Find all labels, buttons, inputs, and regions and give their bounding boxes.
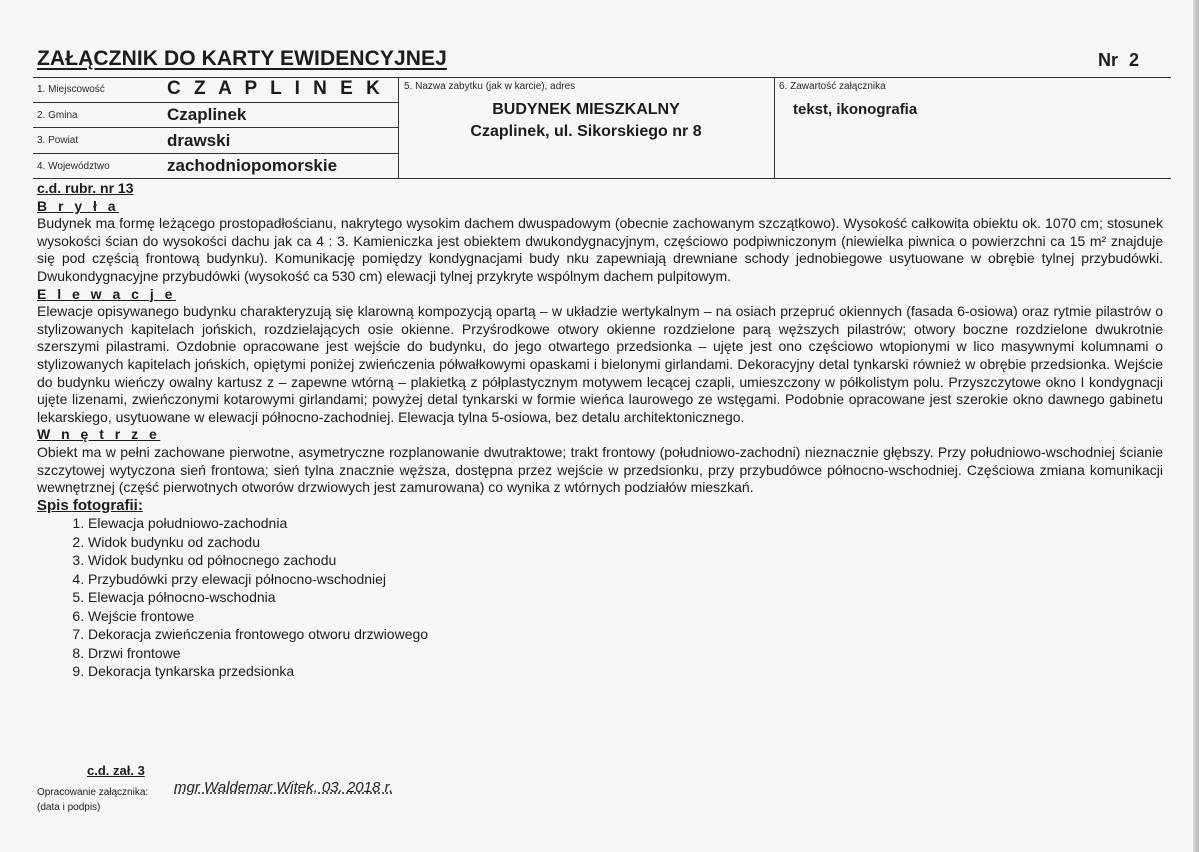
- zawartosc-label: 6. Zawartość załącznika: [779, 81, 886, 92]
- powiat-value: drawski: [167, 131, 231, 150]
- wojewodztwo-label: 4. Województwo: [37, 161, 110, 172]
- photo-list-item: 8. Drzwi frontowe: [88, 644, 1163, 663]
- photo-list-item: 9. Dekoracja tynkarska przedsionka: [88, 662, 1163, 681]
- grid-line-row3: [33, 153, 398, 154]
- photo-list-item: 6. Wejście frontowe: [88, 607, 1163, 626]
- grid-line-col2: [774, 77, 775, 178]
- powiat-label: 3. Powiat: [37, 135, 79, 146]
- grid-line-row2: [33, 127, 398, 128]
- section-bryla: [37, 198, 1163, 286]
- nazwa-value: [400, 99, 772, 143]
- nazwa-label: 5. Nazwa zabytku (jak w karcie), adres: [404, 81, 576, 92]
- photo-list-item: 4. Przybudówki przy elewacji północno-wschodniej: [88, 570, 1163, 589]
- miejscowosc-value: C Z A P L I N E K: [167, 78, 384, 99]
- nr-value: 2: [1129, 50, 1140, 70]
- opracowanie-text: Opracowanie załącznika:: [37, 787, 149, 798]
- section-text-elewacje: Elewacje opisywanego budynku charakteryzują się klarowną kompozycją opartą – w układzie wertykalnym – na osiach przepruć okiennych (fasada 6-osiowa) oraz rytmie pilastrów o stylizowanych kapitelach jońskich, rozdzielających osie okienne. Przyśrodkowe otwory okienne rozdzielone parą węższych pilastrów; otwory boczne rozdzielone dwukrotnie szerszymi pilastrami. Ozdobnie opracowane jest wejście do budynku, do jego otwartego przedsionka – ujęte jest ono częściowo wtopionymi w lico masywnymi kolumnami o stylizowanych kapitelach jońskich, opiętymi poniżej zwieńczenia półwałkowymi opaskami i bielonymi girlandami. Dekoracyjny detal tynkarski również w obrębie przedsionka. Wejście do budynku wieńczy owalny kartusz z – zapewne wtórną – plakietką z półplastycznym motywem lecącej czapli, umieszczony w półkolistym polu. Przyszczytowe okno I kondygnacji ujęte lizenami, zwieńczonymi kotarowymi girlandami; powyżej detal tynkarski w formie wieńca laurowego ze wstęgami. Podobnie opracowane jest szerokie okno dawnego gabinetu lekarskiego, usytuowane w elewacji północno-zachodniej. Elewacja tylna 5-osiowa, bez detalu architektonicznego.: [37, 303, 1163, 425]
- document-body: [37, 180, 1163, 681]
- photo-list-item: 7. Dekoracja zwieńczenia frontowego otworu drzwiowego: [88, 625, 1163, 644]
- photo-list-item: 1. Elewacja południowo-zachodnia: [88, 514, 1163, 533]
- grid-line-bottom: [33, 178, 1171, 179]
- page-edge: [1193, 0, 1199, 852]
- section-elewacje: [37, 286, 1163, 427]
- gmina-value: Czaplinek: [167, 105, 247, 124]
- zawartosc-value: tekst, ikonografia: [793, 101, 918, 118]
- section-wnetrze: [37, 426, 1163, 496]
- nazwa-line-2: Czaplinek, ul. Sikorskiego nr 8: [470, 123, 702, 140]
- opracowanie-label: [37, 785, 148, 815]
- nr-label: Nr: [1098, 50, 1119, 70]
- document-number: [1098, 50, 1139, 71]
- grid-line-row1: [33, 102, 398, 103]
- section-text-wnetrze: Obiekt ma w pełni zachowane pierwotne, asymetryczne rozplanowanie dwutraktowe; trakt frontowy (południowo-zachodni) nieznacznie głębszy. Przy południowo-wschodniej ścianie szczytowej wytyczona sień frontowa; sień tylna znacznie węższa, dostępna przez wejście w przedsionku, przy przybudówce północno-wschodniej. Częściowa zmiana komunikacji wewnętrznej (część pierwotnych otworów drzwiowych jest zamurowana) co wynika z wtórnych podziałów mieszkań.: [37, 443, 1163, 496]
- gmina-label: 2. Gmina: [37, 110, 78, 121]
- section-heading-bryla: B r y ł a: [37, 197, 120, 214]
- photo-list-heading: Spis fotografii:: [37, 496, 143, 514]
- nazwa-line-1: BUDYNEK MIESZKALNY: [492, 101, 680, 118]
- cd-rubr: c.d. rubr. nr 13: [37, 180, 134, 196]
- document-title: ZAŁĄCZNIK DO KARTY EWIDENCYJNEJ: [37, 47, 447, 70]
- photo-list-item: 5. Elewacja północno-wschodnia: [88, 588, 1163, 607]
- wojewodztwo-value: zachodniopomorskie: [167, 156, 338, 175]
- data-i-podpis-text: (data i podpis): [37, 802, 101, 813]
- section-heading-wnetrze: W n ę t r z e: [37, 426, 161, 443]
- section-text-bryla: Budynek ma formę leżącego prostopadłościanu, nakrytego wysokim dachem dwuspadowym (obecnie zachowanym szczątkowo). Wysokość całkowita obiektu ok. 1070 cm; stosunek wysokości ścian do wysokości dachu jak ca 4 : 3. Kamieniczka jest obiektem dwukondygnacyjnym, częściowo podpiwniczonym (niewielka piwnica o powierzchni ca 15 m² znajduje się pod częścią frontową budynku). Komunikację pomiędzy kondygnacjami budy nku zapewniają drewniane schody jednobiegowe usytuowane w obrębie tylnej przybudówki. Dwukondygnacyjne przybudówki (wysokość ca 530 cm) elewacji tylnej przykryte wspólnym dachem pulpitowym.: [37, 215, 1163, 284]
- miejscowosc-label: 1. Miejscowość: [37, 84, 105, 95]
- photo-list: [37, 514, 1163, 681]
- photo-list-item: 3. Widok budynku od północnego zachodu: [88, 551, 1163, 570]
- cd-zal: c.d. zał. 3: [87, 763, 145, 778]
- section-heading-elewacje: E l e w a c j e: [37, 285, 176, 302]
- grid-line-col1: [398, 77, 399, 178]
- photo-list-item: 2. Widok budynku od zachodu: [88, 533, 1163, 552]
- signature: mgr Waldemar Witek, 03. 2018 r.: [174, 779, 394, 796]
